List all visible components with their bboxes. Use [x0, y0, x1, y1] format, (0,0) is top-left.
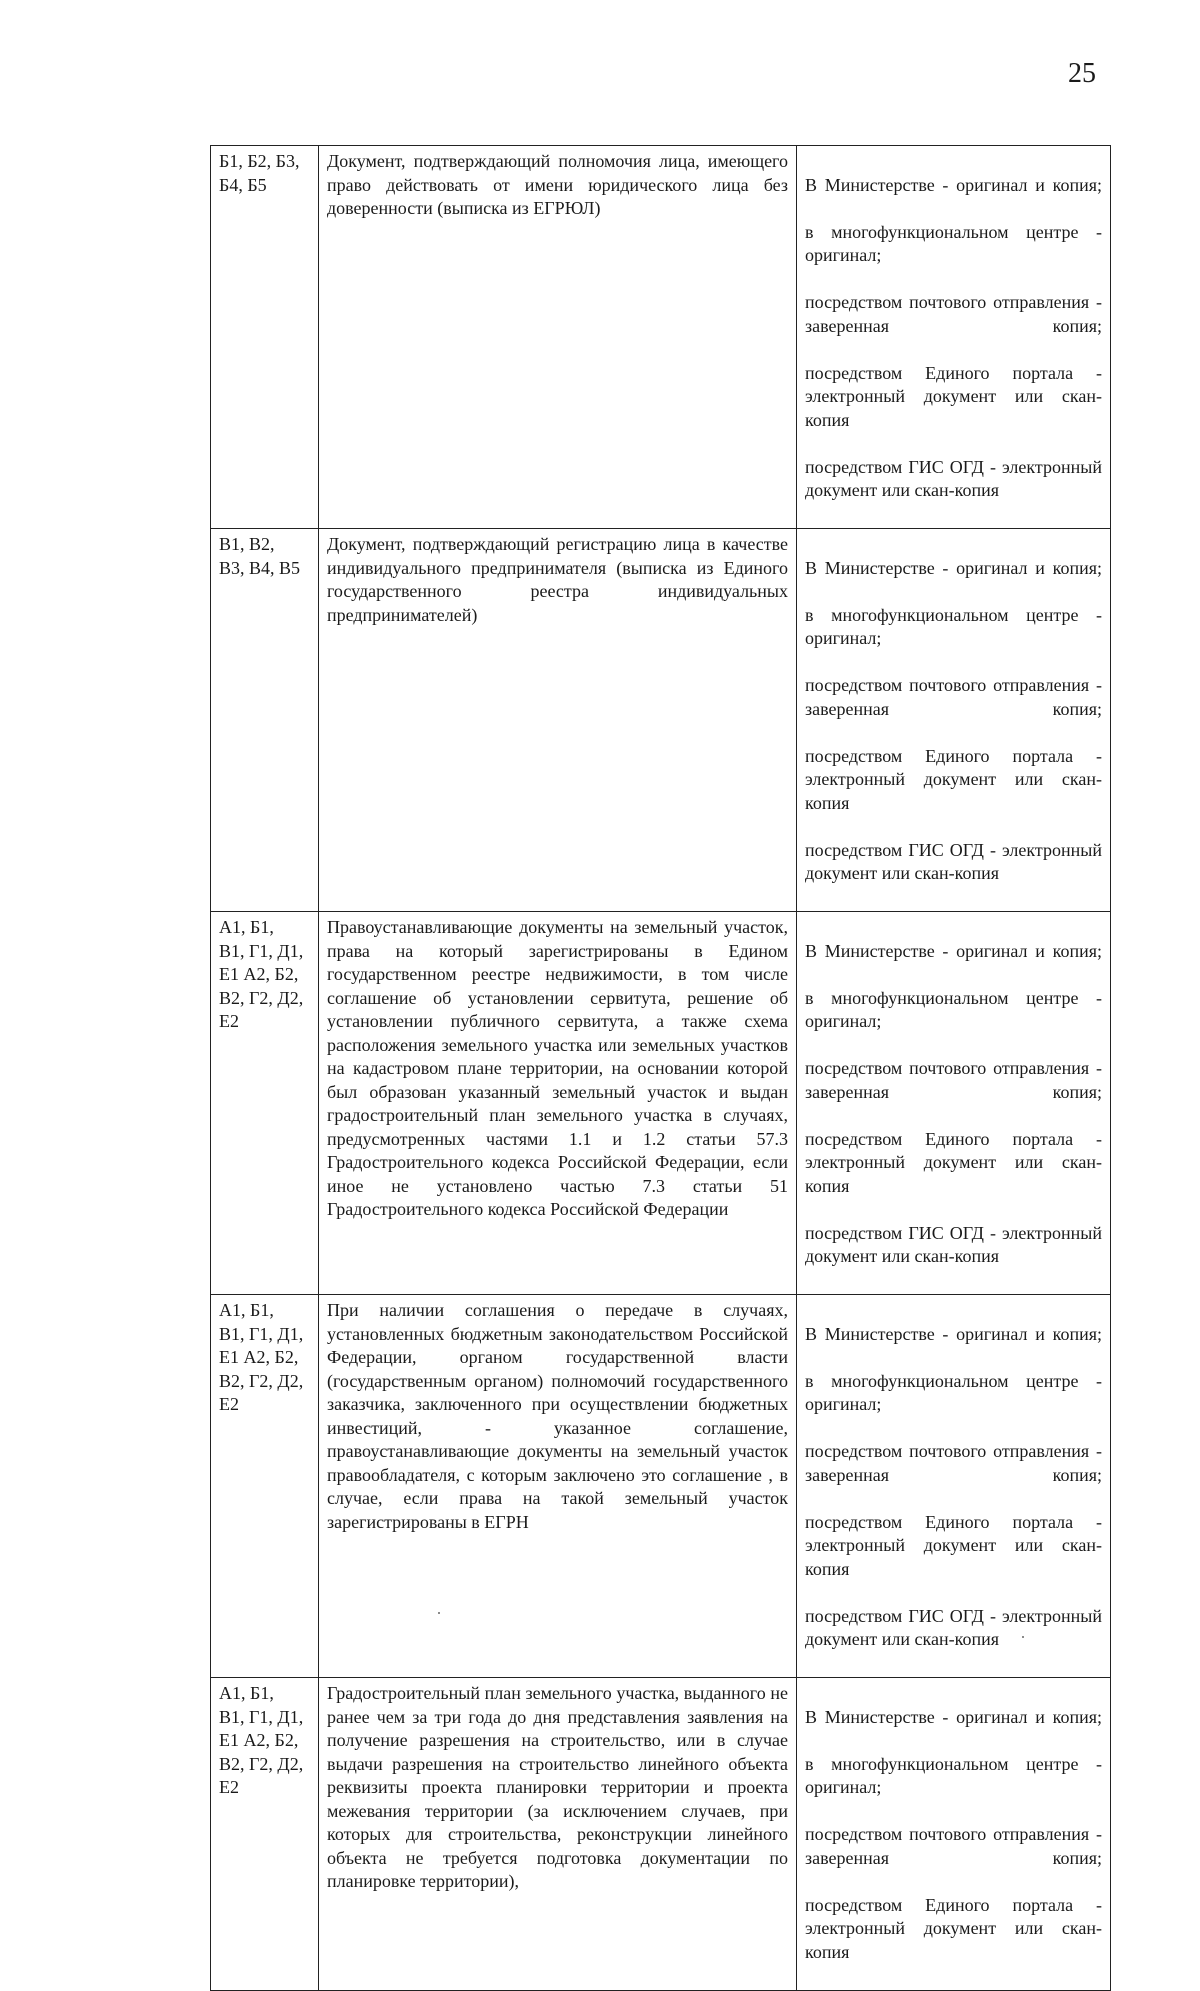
applicant-codes-cell: Б1, Б2, Б3, Б4, Б5 — [211, 146, 319, 529]
method-item: посредством Единого портала - электронный документ или скан-копия — [805, 1128, 1102, 1196]
page-number: 25 — [1068, 58, 1096, 89]
method-item: посредством ГИС ОГД - электронный документ или скан-копия — [805, 456, 1102, 500]
applicant-codes-cell: А1, Б1, В1, Г1, Д1, Е1 А2, Б2, В2, Г2, Д2, Е2 — [211, 912, 319, 1295]
document-description-cell: При наличии соглашения о передаче в случаях, установленных бюджетным законодательством Российской Федерации, органом государственной власти (государственным органом) полномочий государственного заказчика, заключенного при осуществлении бюджетных инвестиций, - указанное соглашение, правоустанавливающие документы на земельный участок правообладателя, с которым заключено это соглашение , в случае, если права на такой земельный участок зарегистрированы в ЕГРН — [319, 1295, 797, 1678]
method-item: посредством ГИС ОГД - электронный документ или скан-копия — [805, 1605, 1102, 1649]
method-item: посредством почтового отправления - заверенная копия; — [805, 292, 1102, 336]
submission-methods-cell — [797, 1295, 1111, 1678]
method-item: в многофункциональном центре - оригинал; — [805, 221, 1102, 265]
method-item: в многофункциональном центре - оригинал; — [805, 987, 1102, 1031]
method-item: посредством Единого портала - электронный документ или скан-копия — [805, 362, 1102, 430]
method-item: посредством почтового отправления - заверенная копия; — [805, 1058, 1102, 1102]
documents-table — [210, 145, 1111, 1991]
method-item: посредством Единого портала - электронный документ или скан-копия — [805, 1894, 1102, 1962]
method-item: посредством почтового отправления - заверенная копия; — [805, 1824, 1102, 1868]
submission-methods-cell — [797, 1678, 1111, 1991]
document-description-cell: Документ, подтверждающий полномочия лица, имеющего право действовать от имени юридического лица без доверенности (выписка из ЕГРЮЛ) — [319, 146, 797, 529]
submission-methods-cell — [797, 912, 1111, 1295]
method-item: посредством Единого портала - электронный документ или скан-копия — [805, 1511, 1102, 1579]
table-row — [211, 529, 1111, 912]
table-row — [211, 146, 1111, 529]
method-item: посредством ГИС ОГД - электронный документ или скан-копия — [805, 839, 1102, 883]
method-item: в многофункциональном центре - оригинал; — [805, 1753, 1102, 1797]
scan-speck — [1022, 1636, 1024, 1638]
method-item: В Министерстве - оригинал и копия; — [805, 174, 1102, 195]
scan-speck — [438, 1612, 440, 1614]
method-item: в многофункциональном центре - оригинал; — [805, 604, 1102, 648]
document-description-cell: Градостроительный план земельного участка, выданного не ранее чем за три года до дня представления заявления на получение разрешения на строительство, или в случае выдачи разрешения на строительство линейного объекта реквизиты проекта планировки территории и проекта межевания территории (за исключением случаев, при которых для строительства, реконструкции линейного объекта не требуется подготовка документации по планировке территории), — [319, 1678, 797, 1991]
method-item: посредством Единого портала - электронный документ или скан-копия — [805, 745, 1102, 813]
applicant-codes-cell: А1, Б1, В1, Г1, Д1, Е1 А2, Б2, В2, Г2, Д2, Е2 — [211, 1295, 319, 1678]
table-row — [211, 1678, 1111, 1991]
submission-methods-cell — [797, 146, 1111, 529]
table-row — [211, 912, 1111, 1295]
method-item: В Министерстве - оригинал и копия; — [805, 940, 1102, 961]
document-description-cell: Правоустанавливающие документы на земельный участок, права на который зарегистрированы в Едином государственном реестре недвижимости, в том числе соглашение об установлении сервитута, решение об установлении публичного сервитута, а также схема расположения земельного участка или земельных участков на кадастровом плане территории, на основании которой был образован указанный земельный участок и выдан градостроительный план земельного участка в случаях, предусмотренных частями 1.1 и 1.2 статьи 57.3 Градостроительного кодекса Российской Федерации, если иное не установлено частью 7.3 статьи 51 Градостроительного кодекса Российской Федерации — [319, 912, 797, 1295]
method-item: В Министерстве - оригинал и копия; — [805, 1323, 1102, 1344]
method-item: в многофункциональном центре - оригинал; — [805, 1370, 1102, 1414]
submission-methods-cell — [797, 529, 1111, 912]
method-item: посредством почтового отправления - заверенная копия; — [805, 1441, 1102, 1485]
method-item: В Министерстве - оригинал и копия; — [805, 557, 1102, 578]
method-item: В Министерстве - оригинал и копия; — [805, 1706, 1102, 1727]
applicant-codes-cell: В1, В2, В3, В4, В5 — [211, 529, 319, 912]
document-description-cell: Документ, подтверждающий регистрацию лица в качестве индивидуального предпринимателя (выписка из Единого государственного реестра индивидуальных предпринимателей) — [319, 529, 797, 912]
method-item: посредством почтового отправления - заверенная копия; — [805, 675, 1102, 719]
table-row — [211, 1295, 1111, 1678]
applicant-codes-cell: А1, Б1, В1, Г1, Д1, Е1 А2, Б2, В2, Г2, Д2, Е2 — [211, 1678, 319, 1991]
method-item: посредством ГИС ОГД - электронный документ или скан-копия — [805, 1222, 1102, 1266]
